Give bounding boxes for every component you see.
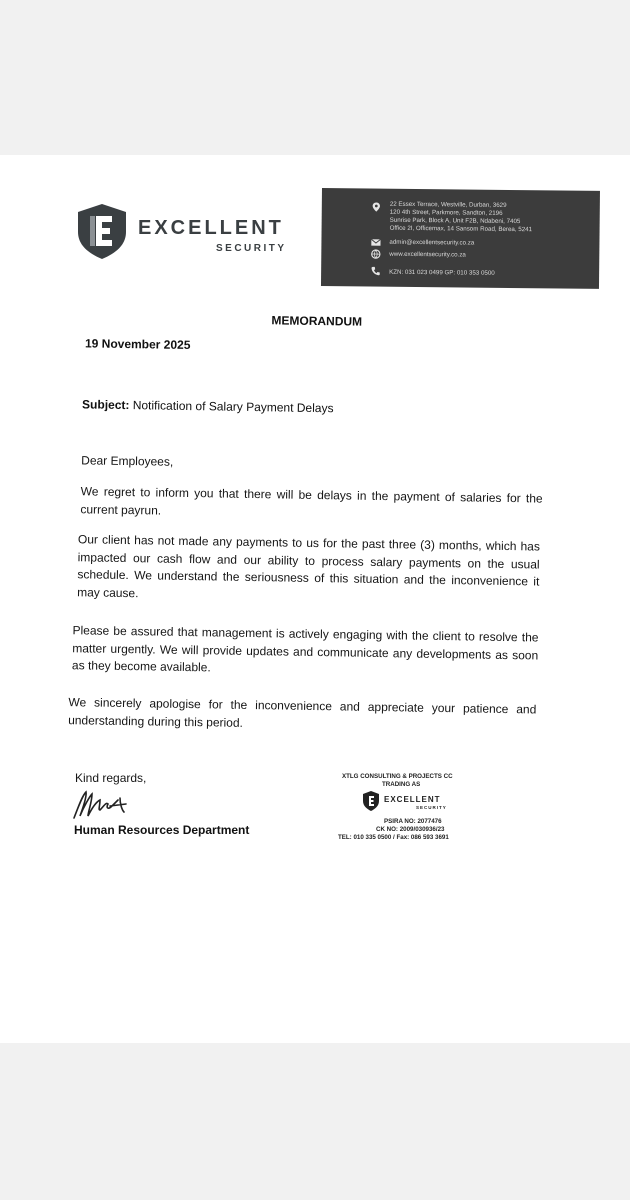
company-subname: SECURITY xyxy=(216,243,287,254)
subject-label: Subject: xyxy=(81,397,130,413)
stamp-brand-sub: SECURITY xyxy=(416,805,447,810)
paragraph: We regret to inform you that there will be delays in the payment of salaries for the current payrun. xyxy=(80,484,543,518)
signature xyxy=(70,788,132,824)
paragraph: Please be assured that management is actively engaging with the client to resolve the matter urgently. We will provide updates and communicate any developments as soon as they become available. xyxy=(71,623,539,675)
subject-text: Notification of Salary Payment Delays xyxy=(132,398,334,416)
paragraph: Our client has not made any payments to us for the past three (3) months, which has impacted our cash flow and our ability to process salary payments on the usual schedule. We understand the seriousness of this situation and the inconvenience it may cause. xyxy=(77,532,541,600)
memo-subject xyxy=(82,397,334,415)
address-line: 120 4th Street, Parkmore, Sandton, 2196 xyxy=(389,208,503,217)
stamp-ck-number: CK NO: 2009/030936/23 xyxy=(376,826,445,833)
stamp-shield-icon xyxy=(362,790,380,812)
stamp-brand: EXCELLENT xyxy=(384,795,441,804)
phone-numbers: KZN: 031 023 0499 GP: 010 353 0500 xyxy=(389,268,495,277)
company-stamp xyxy=(338,771,500,851)
address-line: 22 Essex Terrace, Westville, Durban, 3629 xyxy=(389,200,507,209)
memo-title: MEMORANDUM xyxy=(271,313,363,329)
salutation: Dear Employees, xyxy=(81,453,174,469)
memo-page xyxy=(0,155,630,1043)
address-line: Office 2I, Officemax, 14 Sansom Road, Berea, 5241 xyxy=(389,224,533,234)
stamp-company-line: XTLG CONSULTING & PROJECTS CC xyxy=(342,773,453,780)
stamp-psira: PSIRA NO: 2077476 xyxy=(384,818,442,825)
memo-date: 19 November 2025 xyxy=(84,336,191,353)
memo-body xyxy=(0,155,630,1043)
closing: Kind regards, xyxy=(75,771,147,785)
company-name: EXCELLENT xyxy=(138,217,284,239)
department-name: Human Resources Department xyxy=(74,823,250,837)
email-text: admin@excellentsecurity.co.za xyxy=(389,238,475,247)
address-line: Sunrise Park, Block A, Unit F2B, Ndabeni, 7405 xyxy=(389,216,521,226)
stamp-tel-fax: TEL: 010 335 0500 / Fax: 086 593 3691 xyxy=(338,834,449,841)
stamp-trading-as: TRADING AS xyxy=(382,781,421,788)
paragraph: We sincerely apologise for the inconvenience and appreciate your patience and understanding during this period. xyxy=(68,695,537,730)
website-text: www.excellentsecurity.co.za xyxy=(389,250,466,259)
